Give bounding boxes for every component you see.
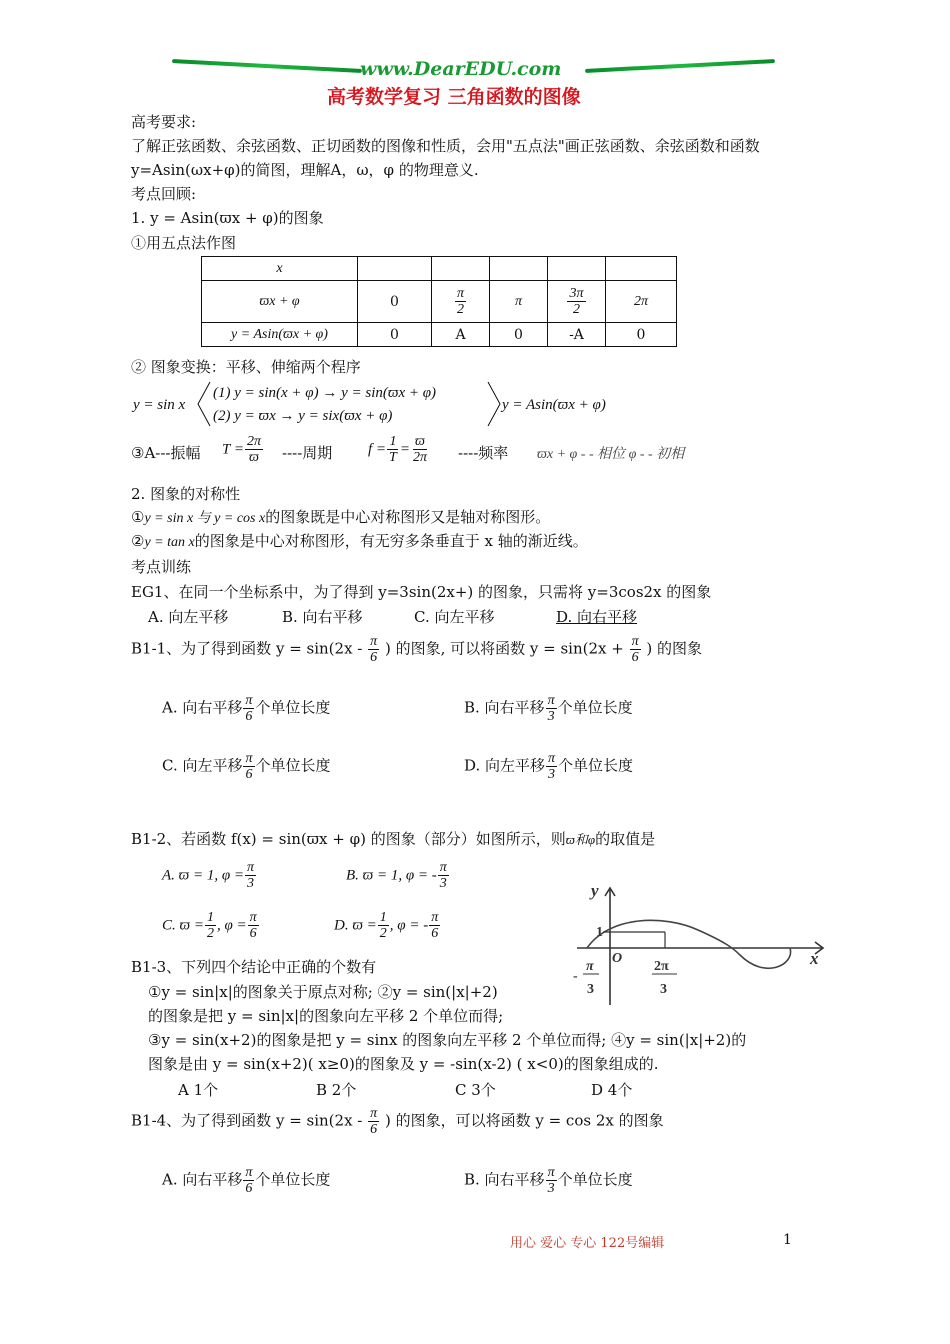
b1-3-line4: 图象是由 y = sin(x+2)( x≥0)的图象及 y = -sin(x-2) ( x<0)的图象组成的.: [148, 1055, 659, 1073]
b1-1-part-c: ) 的图象: [646, 639, 703, 658]
table-cell: 0: [606, 323, 677, 347]
tick-right: [652, 959, 677, 997]
footer-text: 用心 爱心 专心 122号编辑: [510, 1236, 665, 1251]
option-label: A. 向右平移: [162, 698, 243, 717]
review-step3-amplitude: ③A---振幅: [131, 444, 201, 462]
symmetry-line2: ②y = tan x的图象是中心对称图形，有无穷多条垂直于 x 轴的渐近线。: [131, 532, 588, 550]
b1-3-option-c[interactable]: C 3个: [455, 1081, 496, 1099]
option-unit: 个单位长度: [557, 698, 633, 717]
option-unit: 个单位长度: [255, 756, 331, 775]
table-cell: [490, 257, 548, 281]
eg1-option-d[interactable]: D. 向右平移: [556, 608, 638, 626]
b1-2-part-a: B1-2、若函数 f(x) = sin(ϖx + φ) 的图象（部分）如图所示，则: [131, 830, 566, 848]
table-cell: [548, 257, 606, 281]
b1-4-question: B1-4、为了得到函数 y = sin(2x - $\frac{\pi}{6}$ ) 的图象，可以将函数 y = cos 2x 的图象: [131, 1106, 664, 1137]
b1-4-option-a[interactable]: A. 向右平移 $\frac{\pi}{6}$ 个单位长度: [162, 1165, 331, 1196]
review-heading: 考点回顾:: [131, 185, 197, 203]
option-label: B. 向右平移: [464, 698, 545, 717]
eg1-option-b[interactable]: B. 向右平移: [282, 608, 363, 626]
b1-1-option-a[interactable]: A. 向右平移 $\frac{\pi}{6}$ 个单位长度: [162, 693, 331, 724]
review-step3-period: ----周期: [282, 444, 333, 462]
requirements-line2: y=Asin(ωx+φ)的简图，理解A，ω，φ 的物理意义.: [131, 161, 479, 179]
review-item1: 1. y = Asin(ϖx + φ)的图象: [131, 209, 324, 227]
transform-left: y = sin x: [133, 397, 186, 413]
five-point-table: [201, 256, 677, 347]
tick-one: 1: [596, 925, 603, 940]
table-cell: -A: [548, 323, 606, 347]
svg-text:3: 3: [660, 982, 667, 997]
review-step2: ② 图象变换：平移、伸缩两个程序: [131, 358, 361, 376]
transform-line1: (1) y = sin(x + φ) → y = sin(ϖx + φ): [213, 385, 437, 401]
eg1-question: EG1、在同一个坐标系中，为了得到 y=3sin(2x+) 的图象，只需将 y=3cos2x 的图象: [131, 583, 712, 601]
symmetry-math-1: y = sin x 与 y = cos x: [144, 511, 266, 526]
option-label: B. 向右平移: [464, 1170, 545, 1189]
transform-line2: (2) y = ϖx → y = six(ϖx + φ): [213, 408, 393, 424]
table-cell: π: [490, 281, 548, 323]
table-cell: A: [432, 323, 490, 347]
review-item2: 2. 图象的对称性: [131, 485, 241, 503]
b1-2-option-c[interactable]: C. ϖ = $\frac{1}{2}$ , φ = $\frac{\pi}{6}$: [162, 910, 257, 941]
b1-2-part-c: 的取值是: [595, 830, 656, 848]
b1-1-option-d[interactable]: D. 向左平移 $\frac{\pi}{3}$ 个单位长度: [464, 751, 634, 782]
table-cell: [432, 257, 490, 281]
review-step3-phase: ϖx + φ - - 相位 φ - - 初相: [537, 447, 685, 462]
table-cell: $\frac{3\pi}{2}$: [548, 281, 606, 323]
b1-1-part-a: B1-1、为了得到函数 y = sin(2x -: [131, 639, 363, 658]
origin-label: O: [612, 951, 623, 966]
option-unit: 个单位长度: [255, 1170, 331, 1189]
transform-right: y = Asin(ϖx + φ): [502, 397, 606, 413]
b1-2-option-a[interactable]: A. ϖ = 1, φ = $\frac{\pi}{3}$: [162, 860, 255, 891]
table-cell: [606, 257, 677, 281]
svg-text:3: 3: [587, 982, 594, 997]
eg1-option-a[interactable]: A. 向左平移: [148, 608, 229, 626]
table-cell: x: [202, 257, 358, 281]
frequency-formula: f = $\frac{1}{T}$ = $\frac{ϖ}{2\pi}$: [368, 434, 427, 465]
b1-2-option-b[interactable]: B. ϖ = 1, φ = - $\frac{\pi}{3}$: [346, 860, 447, 891]
b1-3-line1: ①y = sin|x|的图象关于原点对称; ②y = sin(|x|+2): [148, 983, 498, 1001]
b1-2-question: [131, 829, 655, 850]
review-step1: ①用五点法作图: [131, 234, 237, 252]
table-cell: 2π: [606, 281, 677, 323]
review-step3-frequency: ----频率: [458, 444, 509, 462]
option-unit: 个单位长度: [557, 1170, 633, 1189]
b1-2-part-b: ϖ和φ: [565, 832, 596, 847]
b1-1-option-c[interactable]: C. 向左平移 $\frac{\pi}{6}$ 个单位长度: [162, 751, 331, 782]
b1-2-option-d[interactable]: D. ϖ = $\frac{1}{2}$ , φ = - $\frac{\pi}{6}$: [334, 910, 439, 941]
tick-left: [573, 959, 599, 997]
table-row-label: ϖx + φ: [202, 281, 358, 323]
table-cell: [358, 257, 432, 281]
symmetry-math-2: y = tan x: [144, 535, 195, 550]
b1-3-option-b[interactable]: B 2个: [316, 1081, 357, 1099]
b1-4-option-b[interactable]: B. 向右平移 $\frac{\pi}{3}$ 个单位长度: [464, 1165, 633, 1196]
b1-1-option-b[interactable]: B. 向右平移 $\frac{\pi}{3}$ 个单位长度: [464, 693, 633, 724]
b1-3-option-a[interactable]: A 1个: [178, 1081, 219, 1099]
eg1-option-c[interactable]: C. 向左平移: [414, 608, 495, 626]
option-label: B. ϖ = 1, φ = -: [346, 867, 437, 884]
table-row-label: y = Asin(ϖx + φ): [202, 323, 358, 347]
b1-3-line3: ③y = sin(x+2)的图象是把 y = sinx 的图象向左平移 2 个单位而得; ④y = sin(|x|+2)的: [148, 1031, 747, 1049]
svg-text:2π: 2π: [654, 959, 669, 974]
training-heading: 考点训练: [131, 558, 192, 576]
b1-3-line2: 的图象是把 y = sin|x|的图象向左平移 2 个单位而得;: [148, 1007, 504, 1025]
option-label: C. 向左平移: [162, 756, 243, 775]
symmetry-line1: ①y = sin x 与 y = cos x的图象既是中心对称图形又是轴对称图形。: [131, 508, 551, 526]
svg-text:π: π: [586, 959, 594, 974]
symmetry-text-1: 的图象既是中心对称图形又是轴对称图形。: [265, 508, 551, 526]
table-cell: 0: [358, 281, 432, 323]
b1-3-option-d[interactable]: D 4个: [591, 1081, 633, 1099]
b1-1-part-b: ) 的图象, 可以将函数 y = sin(2x +: [384, 639, 624, 658]
b1-4-part-a: B1-4、为了得到函数 y = sin(2x -: [131, 1111, 363, 1130]
option-unit: 个单位长度: [255, 698, 331, 717]
svg-text:-: -: [573, 969, 578, 984]
table-cell: $\frac{\pi}{2}$: [432, 281, 490, 323]
x-label: x: [810, 949, 819, 968]
b1-3-question: B1-3、下列四个结论中正确的个数有: [131, 958, 377, 976]
y-label: y: [591, 881, 599, 900]
period-formula: T = $\frac{2\pi}{ϖ}$: [222, 434, 261, 465]
table-cell: 0: [358, 323, 432, 347]
page-number: 1: [783, 1232, 792, 1248]
requirements-heading: 高考要求:: [131, 113, 197, 131]
page-title: 高考数学复习 三角函数的图像: [327, 86, 581, 108]
sine-graph: [565, 880, 830, 1005]
b1-4-part-b: ) 的图象，可以将函数 y = cos 2x 的图象: [384, 1111, 664, 1130]
table-cell: 0: [490, 323, 548, 347]
option-label: D. ϖ =: [334, 917, 377, 934]
option-label: C. ϖ =: [162, 917, 204, 934]
option-label: A. ϖ = 1, φ =: [162, 867, 245, 884]
option-label: D. 向左平移: [464, 756, 546, 775]
option-label: A. 向右平移: [162, 1170, 243, 1189]
option-unit: 个单位长度: [558, 756, 634, 775]
symmetry-text-2: 的图象是中心对称图形，有无穷多条垂直于 x 轴的渐近线。: [194, 532, 588, 550]
b1-1-question: B1-1、为了得到函数 y = sin(2x - $\frac{\pi}{6}$ ) 的图象, 可以将函数 y = sin(2x + $\frac{\pi}{6}$ ) 的图象: [131, 634, 703, 665]
requirements-line1: 了解正弦函数、余弦函数、正切函数的图像和性质，会用"五点法"画正弦函数、余弦函数和函数: [131, 137, 760, 155]
site-logo[interactable]: www.DearEDU.com: [360, 58, 562, 80]
